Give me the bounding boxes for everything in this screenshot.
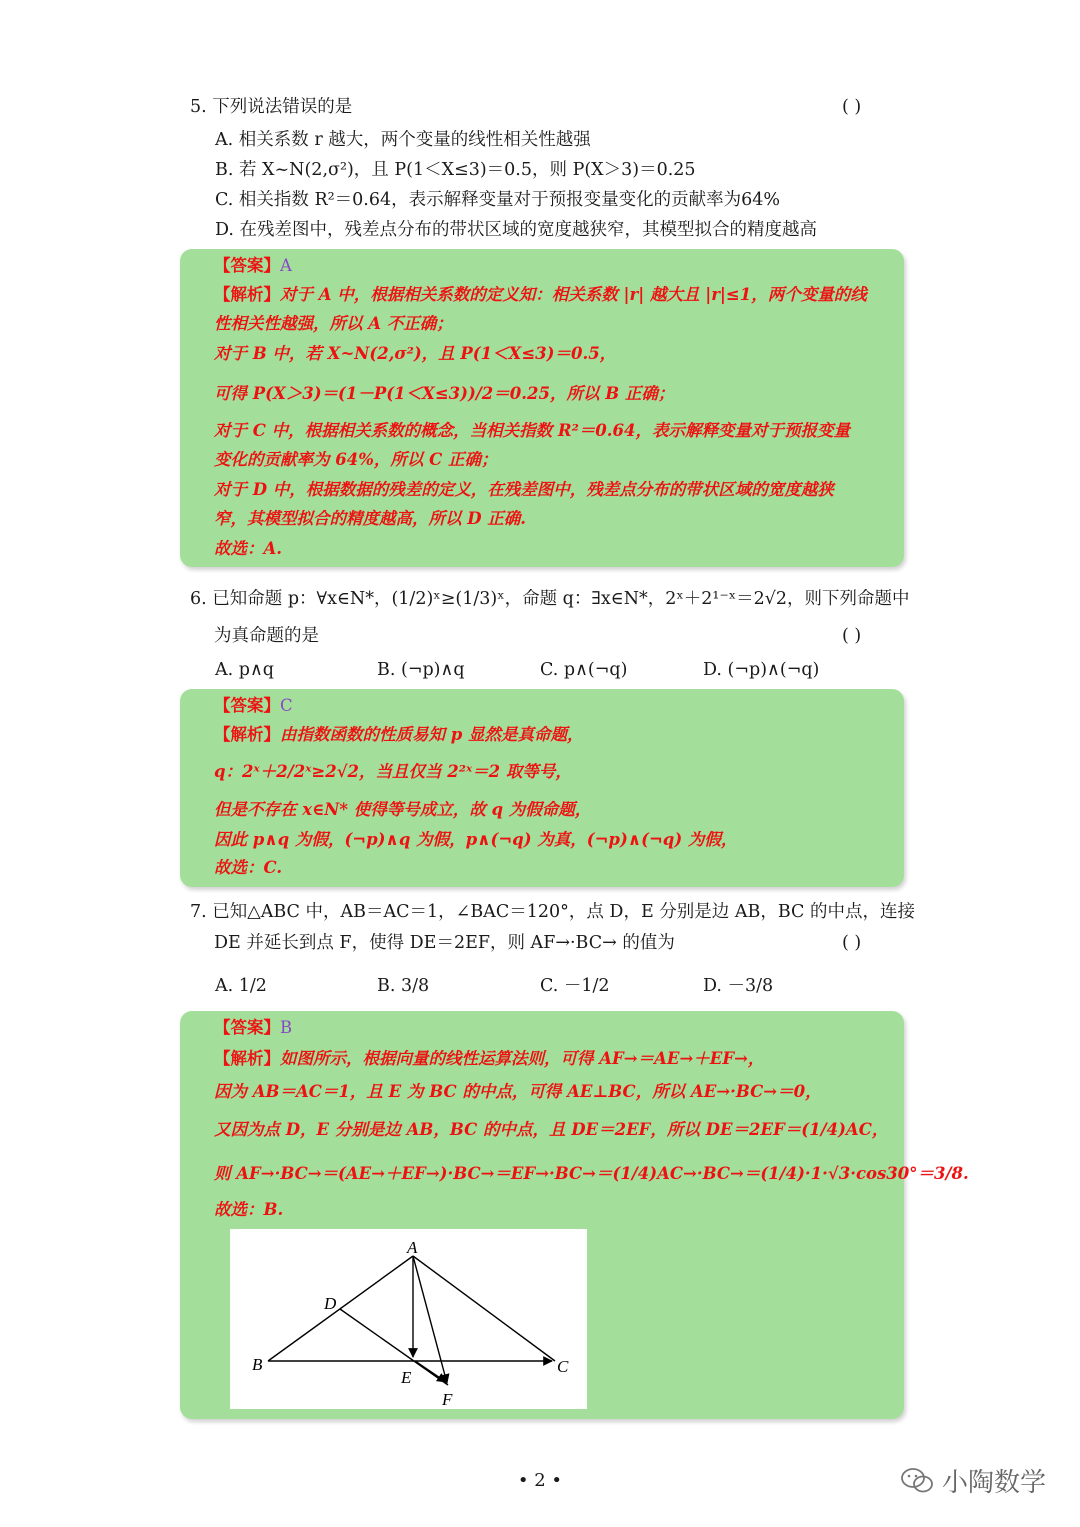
q6-analysis-tag: 【解析】 [214,725,280,744]
q5-analysis-line-4: 可得 P(X＞3)＝(1－P(1＜X≤3))/2＝0.25，所以 B 正确； [214,384,675,403]
q6-analysis-line-3: 但是不存在 x∈N* 使得等号成立，故 q 为假命题， [214,800,592,819]
q5-answer-box [180,249,904,567]
q5-option-d: D. 在残差图中，残差点分布的带状区域的宽度越狭窄，其模型拟合的精度越高 [215,220,818,240]
q6-answer-tag: 【答案】 [214,696,280,715]
q6-option-a: A. p∧q [215,660,274,680]
q5-analysis-line-9: 故选：A. [214,539,283,558]
q6-stem-line-2: 为真命题的是 [214,626,319,646]
q5-answer-line [214,253,292,279]
q6-stem-line-1: 6. 已知命题 p：∀x∈N*，(1/2)ˣ≥(1/3)ˣ，命题 q：∃x∈N*，2ˣ＋2¹⁻ˣ＝2√2，则下列命题中 [190,589,910,609]
q6-paren: ( ) [842,626,862,646]
q7-analysis-line-5: 故选：B. [214,1200,284,1219]
q6-answer-box [180,689,904,887]
page-number: • 2 • [517,1470,563,1491]
q6-answer: C [280,696,293,715]
q7-analysis-tag: 【解析】 [214,1049,280,1068]
label-a: A [407,1238,418,1257]
q6-option-b: B. (¬p)∧q [377,660,465,680]
q5-analysis-line-1: 【解析】对于 A 中，根据相关系数的定义知：相关系数 |r| 越大且 |r|≤1，两个变量的线 [214,285,867,304]
q7-analysis-line-4: 则 AF→·BC→＝(AE→＋EF→)·BC→＝EF→·BC→＝(1/4)AC→·BC→＝(1/4)·1·√3·cos30°＝3/8. [214,1164,969,1183]
watermark [900,1462,1046,1499]
q7-option-a: A. 1/2 [215,976,267,996]
q5-stem: 5. 下列说法错误的是 [190,97,353,117]
q5-analysis-line-3: 对于 B 中，若 X~N(2,σ²)，且 P(1＜X≤3)＝0.5， [214,344,617,363]
q7-answer-box [180,1011,969,1419]
q6-analysis-line-5: 故选：C. [214,858,283,877]
q7-stem-line-2: DE 并延长到点 F，使得 DE＝2EF，则 AF→·BC→ 的值为 [214,933,675,953]
q7-answer-line [214,1015,292,1041]
q7-option-b: B. 3/8 [377,976,430,996]
q5-answer-tag: 【答案】 [214,256,280,275]
watermark-text: 小陶数学 [941,1468,1046,1498]
triangle-figure [230,1229,587,1409]
q5-analysis-tag: 【解析】 [214,285,280,304]
label-e: E [401,1368,412,1387]
q6-option-c: C. p∧(¬q) [540,660,628,680]
label-f: F [442,1390,453,1409]
q6-analysis-line-4: 因此 p∧q 为假，(¬p)∧q 为假，p∧(¬q) 为真，(¬p)∧(¬q) 为假， [214,830,738,849]
q5-analysis-line-5: 对于 C 中，根据相关系数的概念，当相关指数 R²＝0.64，表示解释变量对于预报变量 [214,421,850,440]
segment-df [340,1309,448,1385]
label-c: C [557,1357,569,1376]
q7-stem-line-1: 7. 已知△ABC 中，AB＝AC＝1，∠BAC＝120°，点 D，E 分别是边 AB，BC 的中点，连接 [190,902,915,922]
q6-option-d: D. (¬p)∧(¬q) [703,660,820,680]
q5-answer: A [280,256,292,275]
q7-analysis-line-2: 因为 AB＝AC＝1，且 E 为 BC 的中点，可得 AE⊥BC，所以 AE→·BC→＝0， [214,1082,822,1101]
q7-option-d: D. －3/8 [703,976,774,996]
q7-analysis-line-1: 【解析】如图所示，根据向量的线性运算法则，可得 AF→＝AE→＋EF→， [214,1049,765,1068]
wechat-icon [900,1467,934,1495]
label-b: B [252,1355,263,1374]
q7-answer: B [280,1018,293,1037]
q7-option-c: C. －1/2 [540,976,610,996]
q5-analysis-line-8: 窄，其模型拟合的精度越高，所以 D 正确. [214,509,527,528]
q5-option-c: C. 相关指数 R²＝0.64，表示解释变量对于预报变量变化的贡献率为64% [215,190,781,210]
q5-option-a: A. 相关系数 r 越大，两个变量的线性相关性越强 [215,130,591,150]
q5-paren: ( ) [842,97,862,117]
q5-analysis-line-6: 变化的贡献率为 64%，所以 C 正确； [214,450,498,469]
q7-paren: ( ) [842,933,862,953]
q7-analysis-line-3: 又因为点 D，E 分别是边 AB，BC 的中点，且 DE＝2EF，所以 DE＝2EF＝(1/4)AC， [214,1120,889,1139]
q5-analysis-line-2: 性相关性越强，所以 A 不正确； [214,314,453,333]
triangle-diagram [230,1229,587,1409]
q6-answer-line [214,693,293,719]
q6-analysis-line-1: 【解析】由指数函数的性质易知 p 显然是真命题， [214,725,584,744]
q6-analysis-line-2: q：2ˣ＋2/2ˣ≥2√2，当且仅当 2²ˣ＝2 取等号， [214,762,572,781]
label-d: D [324,1294,337,1313]
segment-ac [413,1256,555,1361]
q5-analysis-line-7: 对于 D 中，根据数据的残差的定义，在残差图中，残差点分布的带状区域的宽度越狭 [214,480,834,499]
q7-answer-tag: 【答案】 [214,1018,280,1037]
q5-option-b: B. 若 X~N(2,σ²)，且 P(1＜X≤3)＝0.5，则 P(X＞3)＝0.25 [215,160,696,180]
